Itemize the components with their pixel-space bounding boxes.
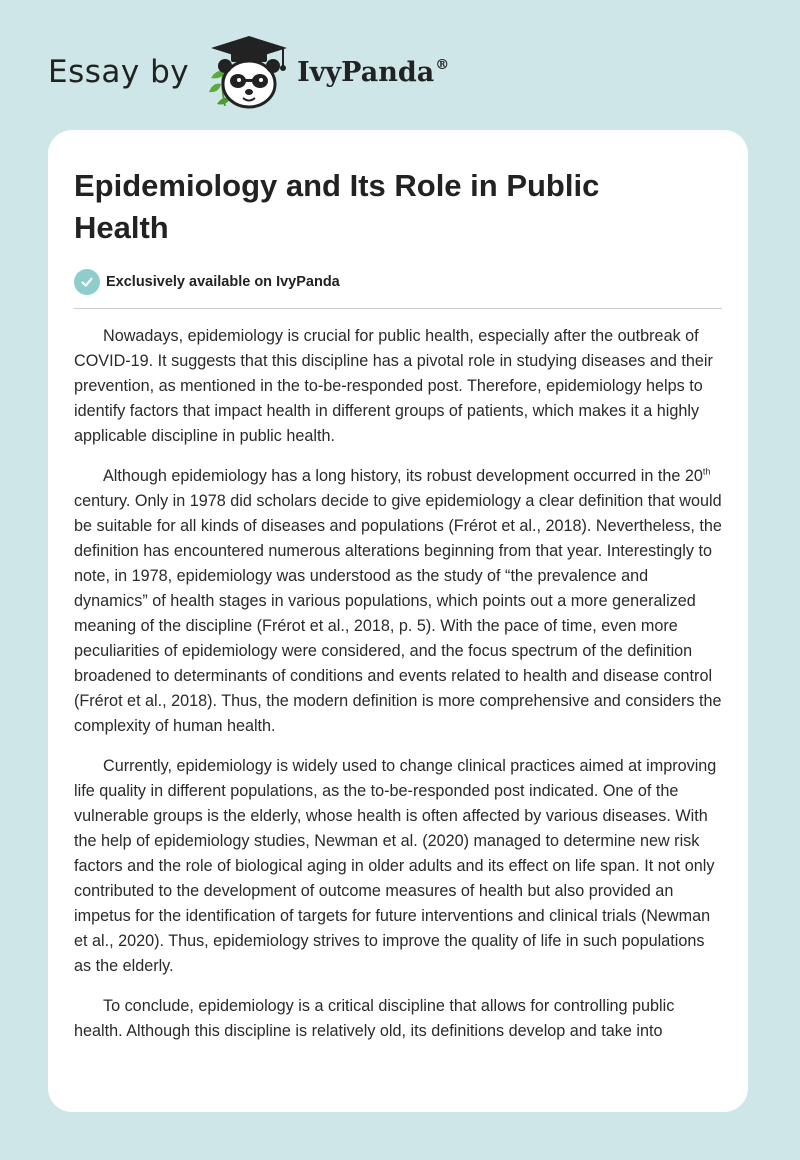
panda-graduate-icon <box>203 34 295 110</box>
badge-text: Exclusively available on IvyPanda <box>106 274 340 290</box>
essay-title: Epidemiology and Its Role in Public Health <box>74 168 600 245</box>
ordinal-suffix: th <box>702 466 711 477</box>
paragraph-2 <box>74 464 722 739</box>
checkmark-icon <box>74 269 100 295</box>
brand-header[interactable] <box>48 34 449 110</box>
essay-card <box>48 130 748 1112</box>
paragraph-4: To conclude, epidemiology is a critical discipline that allows for controlling public health. Although this discipline is relatively old, its definitions develop and take into <box>74 997 675 1040</box>
exclusive-badge <box>74 269 722 295</box>
brand-name-text: IvyPanda <box>297 56 435 88</box>
divider <box>74 308 722 309</box>
paragraph-1: Nowadays, epidemiology is crucial for public health, especially after the outbreak of COVID-19. It suggests that this discipline has a pivotal role in studying diseases and their prevention, as mentioned in the to-be-responded post. Therefore, epidemiology helps to identify factors that impact health in different groups of patients, which makes it a highly applicable discipline in public health. <box>74 327 713 445</box>
brand-prefix: Essay by <box>48 54 190 90</box>
paragraph-2-start: Although epidemiology has a long history, its robust development occurred in the 20 <box>103 467 703 485</box>
paragraph-2-end: century. Only in 1978 did scholars decide to give epidemiology a clear definition that would be suitable for all kinds of diseases and populations (Frérot et al., 2018). Nevertheless, the definition has encountered numerous alterations beginning from that year. Interestingly to note, in 1978, epidemiology was understood as the study of “the prevalence and dynamics” of health stages in various populations, which points out a more generalized meaning of the discipline (Frérot et al., 2018, p. 5). With the pace of time, even more peculiarities of epidemiology were considered, and the focus spectrum of the definition broadened to determinants of conditions and events related to health and disease control (Frérot et al., 2018). Thus, the modern definition is more comprehensive and considers the complexity of human health. <box>74 492 722 735</box>
registered-mark: ® <box>435 56 450 73</box>
paragraph-3: Currently, epidemiology is widely used to change clinical practices aimed at improving life quality in different populations, as the to-be-responded post indicated. One of the vulnerable groups is the elderly, whose health is often affected by various diseases. With the help of epidemiology studies, Newman et al. (2020) managed to determine new risk factors and the role of biological aging in older adults and its effect on life span. It not only contributed to the development of outcome measures of health but also provided an impetus for the identification of targets for future interventions and clinical trials (Newman et al., 2020). Thus, epidemiology strives to improve the quality of life in such populations as the elderly. <box>74 757 717 975</box>
brand-name <box>297 57 449 88</box>
